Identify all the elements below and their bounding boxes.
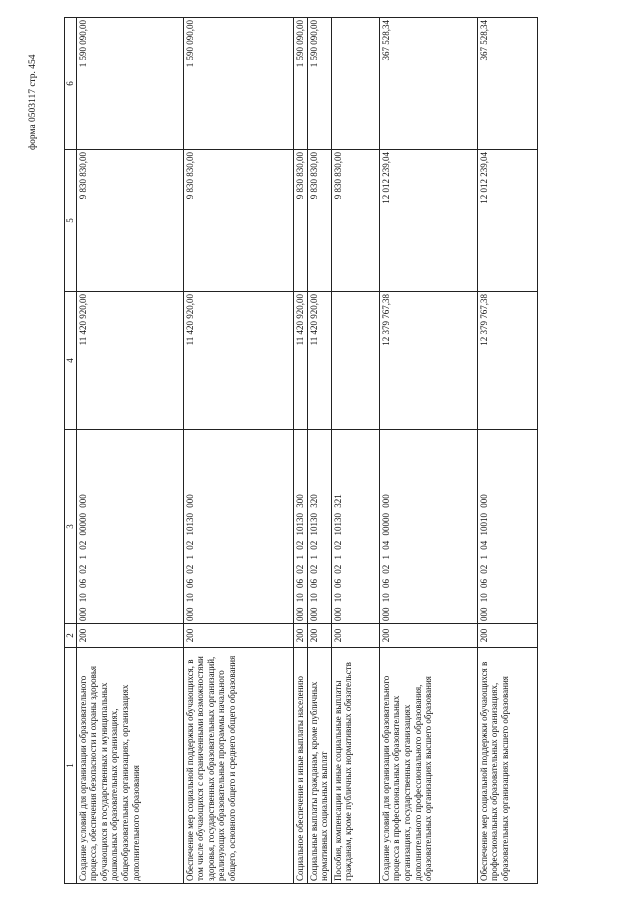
row-line-code: 200 <box>477 624 537 648</box>
row-budget-code: 000 10 06 02 1 04 10010 000 <box>477 430 537 624</box>
row-value-5: 12 012 239,04 <box>379 150 477 292</box>
table-row <box>76 18 183 884</box>
row-name: Обеспечение мер социальной поддержки обучающихся, в том числе обучающихся с ограниченными возможностями здоровья, государственных образовательных организаций, реализующих образовательные программы начального общего, основного общего и среднего общего образования <box>183 648 293 884</box>
row-line-code: 200 <box>76 624 183 648</box>
row-name: Создание условий для организации образовательного процесса в профессиональных образовательных организациях, государственных организациях дополнительного профессионального образования, образовательных организациях высшего образования <box>379 648 477 884</box>
report-table <box>64 17 538 884</box>
row-value-4 <box>331 292 379 430</box>
row-name: Социальное обеспечение и иные выплаты населению <box>293 648 307 884</box>
row-budget-code: 000 10 06 02 1 02 10130 321 <box>331 430 379 624</box>
table-row <box>183 18 293 884</box>
row-value-6: 1 590 090,00 <box>76 18 183 150</box>
row-value-4: 11 420 920,00 <box>307 292 331 430</box>
row-name: Социальные выплаты гражданам, кроме публичных нормативных социальных выплат <box>307 648 331 884</box>
row-value-4: 11 420 920,00 <box>76 292 183 430</box>
row-line-code: 200 <box>307 624 331 648</box>
row-line-code: 200 <box>379 624 477 648</box>
column-header: 2 <box>65 624 77 648</box>
row-value-6: 1 590 090,00 <box>307 18 331 150</box>
row-value-6 <box>331 18 379 150</box>
row-name: Создание условий для организации образовательного процесса, обеспечения безопасности и охраны здоровья обучающихся в государственных и муниципальных дошкольных образовательных организациях, общеобразовательных организациях, организациях дополнительного образования <box>76 648 183 884</box>
row-value-6: 367 528,34 <box>379 18 477 150</box>
row-value-5: 9 830 830,00 <box>307 150 331 292</box>
table-row <box>307 18 331 884</box>
row-value-5: 12 012 239,04 <box>477 150 537 292</box>
row-value-6: 367 528,34 <box>477 18 537 150</box>
column-header: 4 <box>65 292 77 430</box>
row-budget-code: 000 10 06 02 1 04 00000 000 <box>379 430 477 624</box>
row-value-5: 9 830 830,00 <box>293 150 307 292</box>
row-budget-code: 000 10 06 02 1 02 10130 300 <box>293 430 307 624</box>
row-value-4: 12 379 767,38 <box>477 292 537 430</box>
row-value-5: 9 830 830,00 <box>331 150 379 292</box>
row-value-6: 1 590 090,00 <box>293 18 307 150</box>
table-row <box>477 18 537 884</box>
rotated-page <box>64 18 538 884</box>
table-row <box>293 18 307 884</box>
row-line-code: 200 <box>183 624 293 648</box>
row-value-4: 12 379 767,38 <box>379 292 477 430</box>
row-budget-code: 000 10 06 02 1 02 10130 000 <box>183 430 293 624</box>
row-value-5: 9 830 830,00 <box>183 150 293 292</box>
row-value-5: 9 830 830,00 <box>76 150 183 292</box>
row-budget-code: 000 10 06 02 1 02 10130 320 <box>307 430 331 624</box>
row-value-4: 11 420 920,00 <box>183 292 293 430</box>
row-budget-code: 000 10 06 02 1 02 00000 000 <box>76 430 183 624</box>
row-value-6: 1 590 090,00 <box>183 18 293 150</box>
table-header-row <box>65 18 77 884</box>
column-header: 5 <box>65 150 77 292</box>
column-header: 6 <box>65 18 77 150</box>
row-line-code: 200 <box>331 624 379 648</box>
table-row <box>331 18 379 884</box>
column-header: 1 <box>65 648 77 884</box>
row-name: Обеспечение мер социальной поддержки обучающихся в профессиональных образовательных организациях, образовательных организациях высшего образования <box>477 648 537 884</box>
row-name: Пособия, компенсации и иные социальные выплаты гражданам, кроме публичных нормативных обязательств <box>331 648 379 884</box>
form-label: форма 0503117 стр. 454 <box>28 54 38 150</box>
column-header: 3 <box>65 430 77 624</box>
row-value-4: 11 420 920,00 <box>293 292 307 430</box>
page-header <box>28 10 46 150</box>
row-line-code: 200 <box>293 624 307 648</box>
table-row <box>379 18 477 884</box>
